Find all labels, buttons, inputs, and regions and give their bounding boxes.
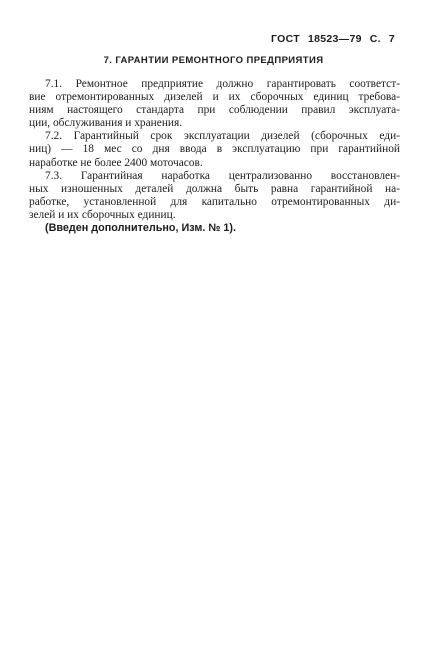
page-number: 7	[388, 33, 395, 45]
paragraph-7-3	[29, 170, 400, 222]
section-body	[29, 78, 400, 235]
page-label: С.	[369, 33, 381, 45]
paragraph-line: вие отремонтированных дизелей и их сборочных единиц требова-	[29, 91, 400, 104]
paragraph-line: 7.3. Гарантийная наработка централизованно восстановлен-	[45, 169, 400, 182]
paragraph-line: зелей и их сборочных единиц.	[29, 208, 176, 221]
standard-label: ГОСТ	[271, 33, 300, 45]
paragraph-line: ниям настоящего стандарта при соблюдении правил эксплуата-	[29, 104, 400, 117]
paragraph-7-2	[29, 130, 400, 169]
paragraph-line: наработке не более 2400 моточасов.	[29, 156, 203, 169]
paragraph-line: ции, обслуживания и хранения.	[29, 117, 183, 130]
paragraph-line: 7.1. Ремонтное предприятие должно гарантировать соответст-	[45, 78, 400, 90]
page-header	[271, 33, 395, 45]
paragraph-line: ных изношенных деталей должна быть равна гарантийной на-	[29, 182, 400, 195]
section-title: 7. ГАРАНТИИ РЕМОНТНОГО ПРЕДПРИЯТИЯ	[103, 55, 324, 66]
paragraph-line: 7.2. Гарантийный срок эксплуатации дизелей (сборочных еди-	[45, 130, 400, 143]
paragraph-line: ниц) — 18 мес со дня ввода в эксплуатацию при гарантийной	[29, 143, 400, 156]
paragraph-line: работке, установленной для капитально отремонтированных ди-	[29, 195, 400, 208]
amendment-note: (Введен дополнительно, Изм. № 1).	[45, 222, 236, 235]
paragraph-7-1	[29, 78, 400, 130]
standard-number: 18523—79	[307, 33, 362, 45]
